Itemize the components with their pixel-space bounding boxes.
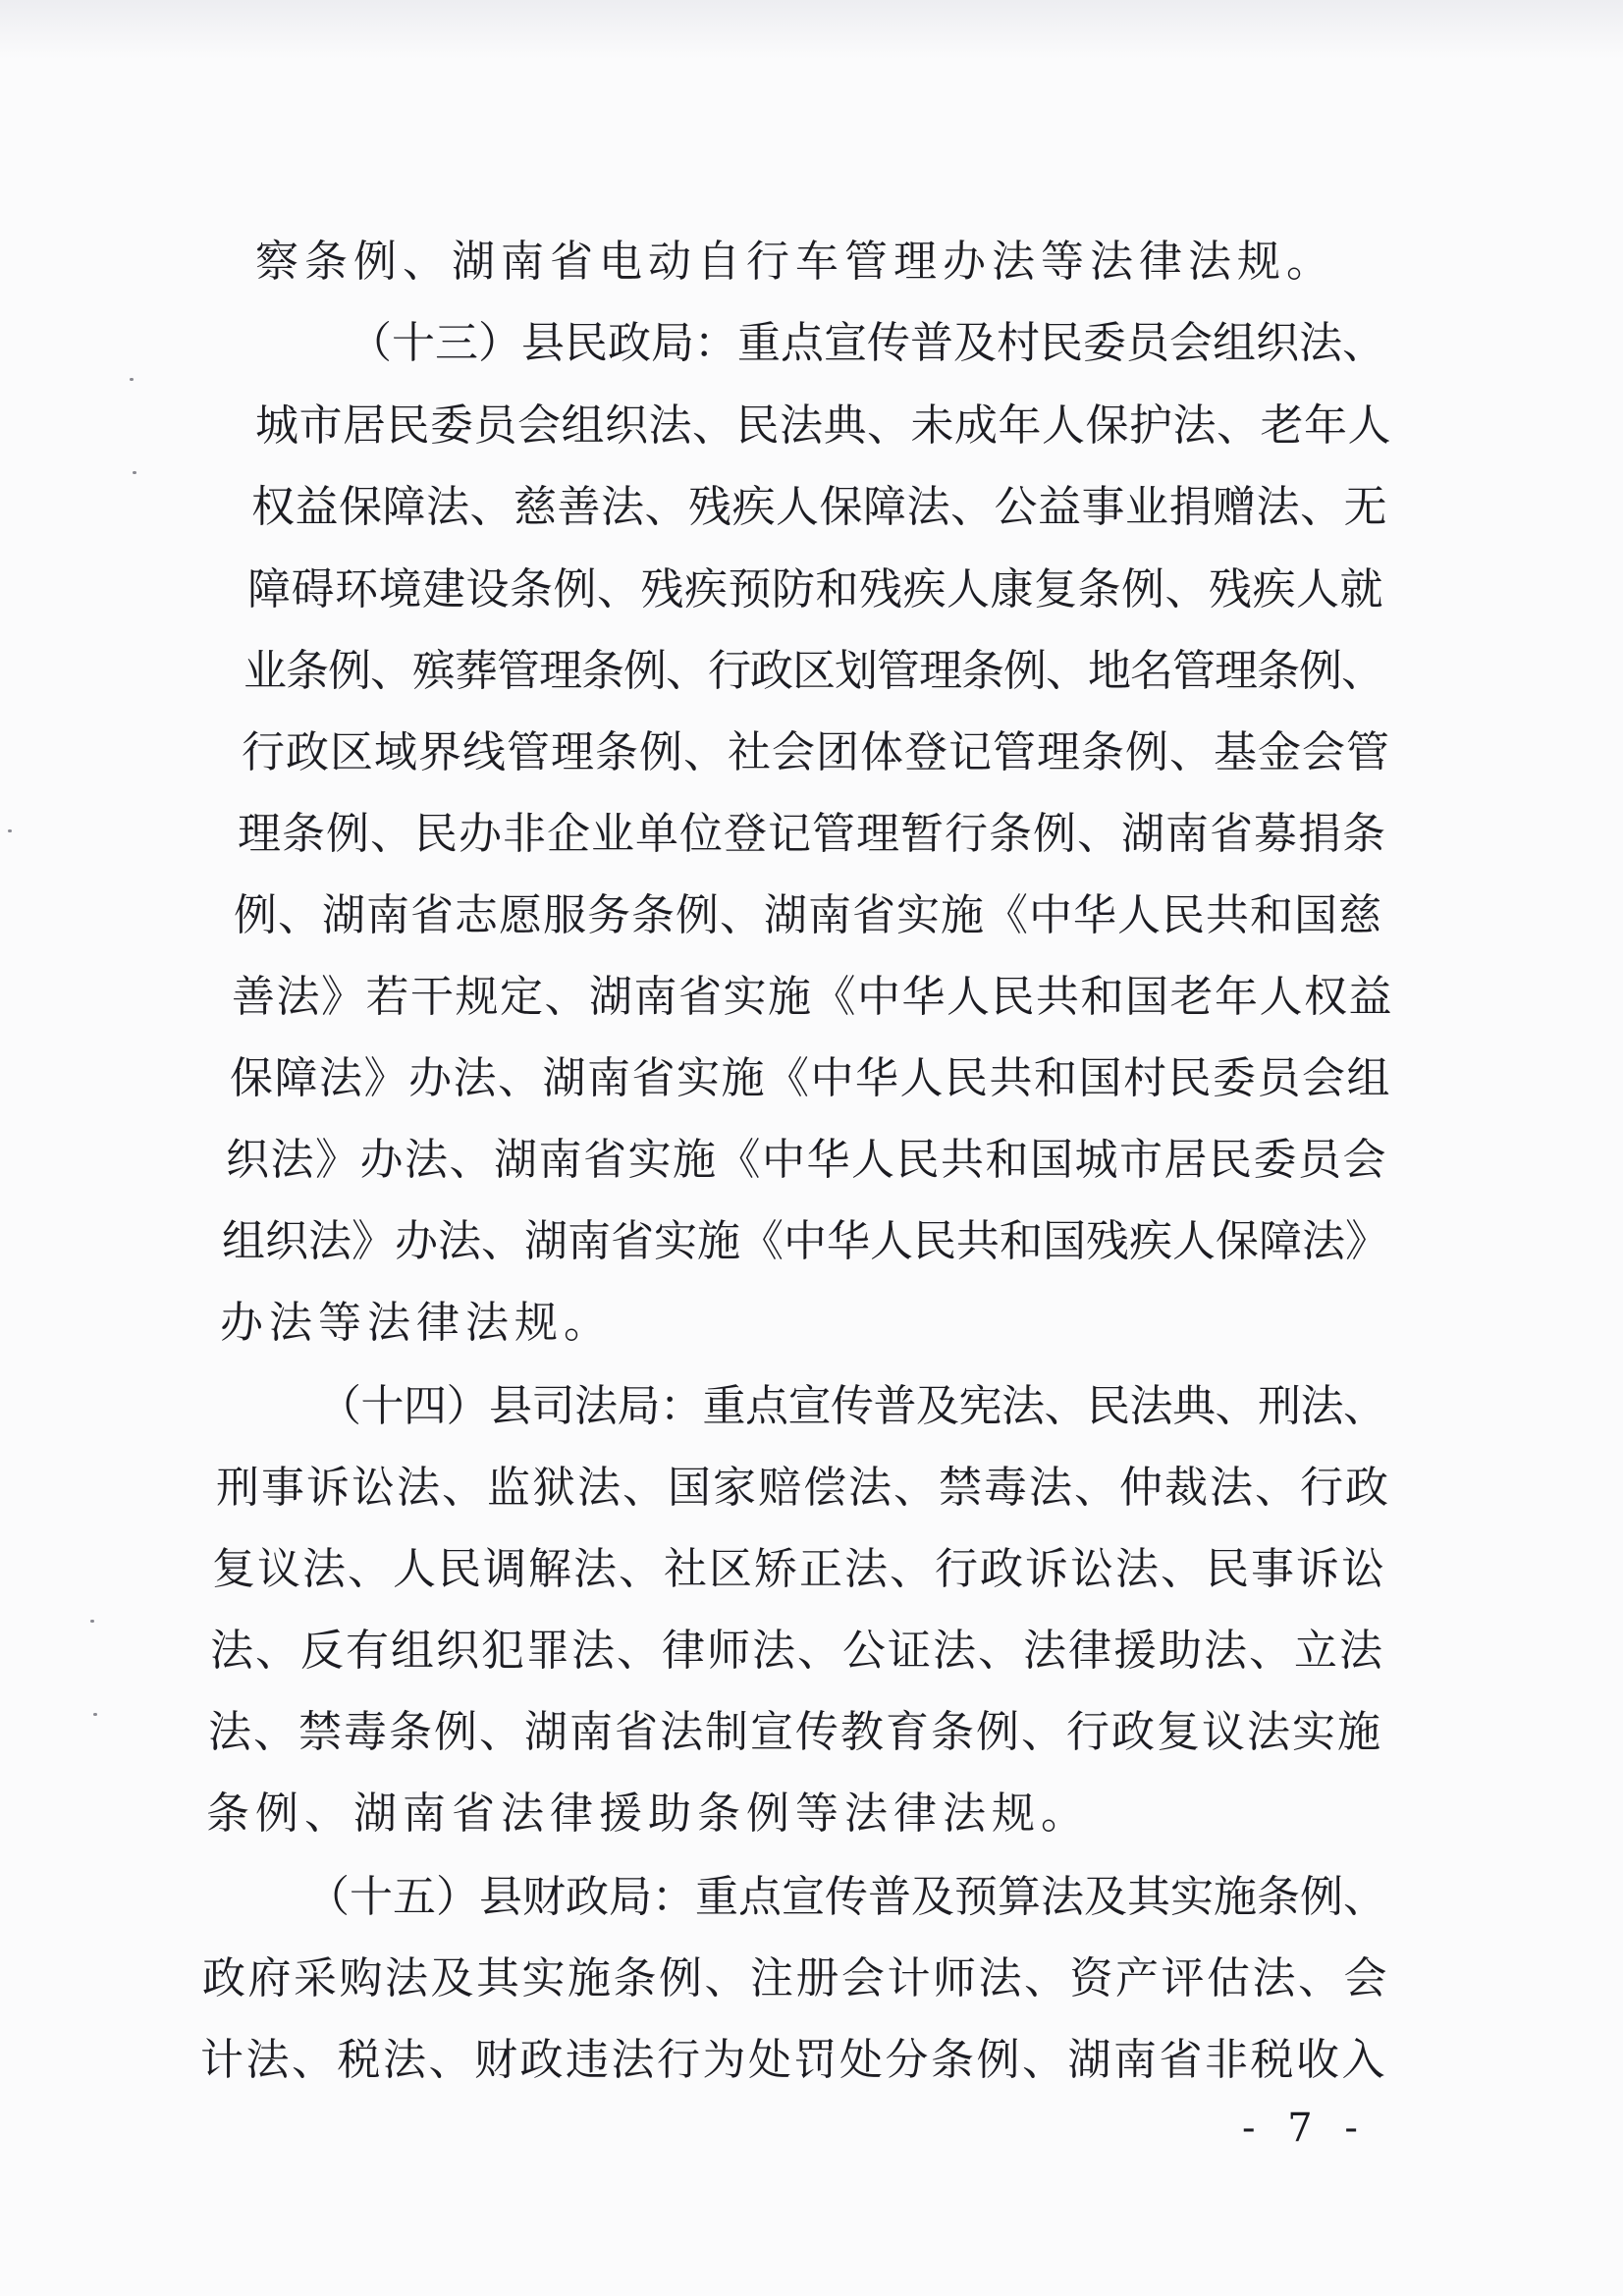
paragraph-heading-line: （十三）县民政局：重点宣传普及村民委员会组织法、 [349, 318, 1385, 368]
text-line: 城市居民委员会组织法、民法典、未成年人保护法、老年人 [255, 400, 1391, 451]
text-line: 察条例、湖南省电动自行车管理办法等法律法规。 [255, 237, 1335, 287]
scan-shadow [0, 0, 1623, 59]
text-line: 法、禁毒条例、湖南省法制宣传教育条例、行政复议法实施 [208, 1707, 1382, 1757]
scan-speck [90, 1620, 94, 1623]
text-line: 障碍环境建设条例、残疾预防和残疾人康复条例、残疾人就 [247, 564, 1383, 614]
text-line: 行政区域界线管理条例、社会团体登记管理条例、基金会管 [242, 727, 1390, 777]
text-line: 保障法》办法、湖南省实施《中华人民共和国村民委员会组 [230, 1053, 1391, 1103]
scan-speck [133, 471, 136, 474]
text-line: 织法》办法、湖南省实施《中华人民共和国城市居民委员会 [226, 1135, 1387, 1185]
scan-speck [130, 378, 134, 381]
scan-speck [8, 829, 12, 832]
page-number: - 7 - [1242, 2106, 1368, 2151]
text-line: 政府采购法及其实施条例、注册会计师法、资产评估法、会 [202, 1953, 1389, 2003]
text-line: 刑事诉讼法、监狱法、国家赔偿法、禁毒法、仲裁法、行政 [216, 1463, 1390, 1513]
text-line: 权益保障法、慈善法、残疾人保障法、公益事业捐赠法、无 [251, 482, 1387, 532]
scan-speck [93, 1713, 97, 1716]
text-line: 计法、税法、财政违法行为处罚处分条例、湖南省非税收入 [200, 2035, 1387, 2085]
text-line: 理条例、民办非企业单位登记管理暂行条例、湖南省募捐条 [238, 809, 1386, 859]
text-line: 组织法》办法、湖南省实施《中华人民共和国残疾人保障法》 [222, 1216, 1388, 1266]
text-line: 条例、湖南省法律援助条例等法律法规。 [206, 1789, 1090, 1839]
text-line: 例、湖南省志愿服务条例、湖南省实施《中华人民共和国慈 [234, 890, 1382, 940]
paragraph-heading-line: （十五）县财政局：重点宣传普及预算法及其实施条例、 [306, 1872, 1386, 1922]
paragraph-heading-line: （十四）县司法局：重点宣传普及宪法、民法典、刑法、 [318, 1381, 1386, 1431]
text-line: 法、反有组织犯罪法、律师法、公证法、法律援助法、立法 [210, 1626, 1384, 1676]
text-line: 善法》若干规定、湖南省实施《中华人民共和国老年人权益 [232, 972, 1393, 1022]
text-line: 办法等法律法规。 [220, 1298, 613, 1348]
text-line: 业条例、殡葬管理条例、行政区划管理条例、地名管理条例、 [243, 646, 1383, 696]
text-line: 复议法、人民调解法、社区矫正法、行政诉讼法、民事诉讼 [212, 1544, 1386, 1594]
